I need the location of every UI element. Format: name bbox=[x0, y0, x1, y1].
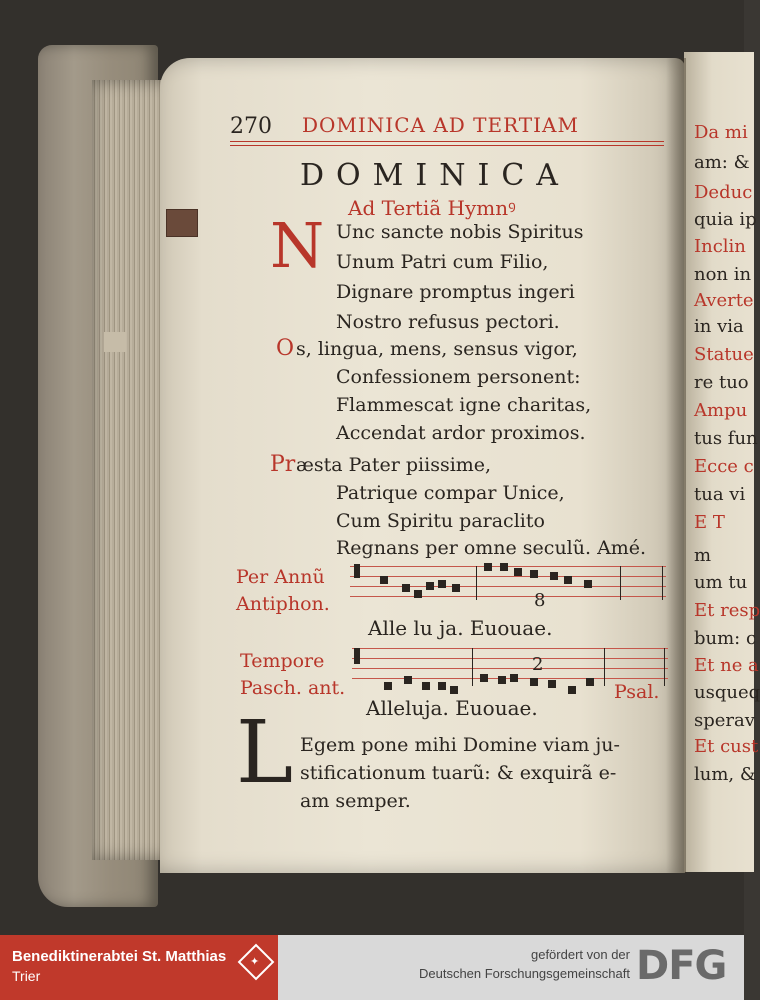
right-page-line: lum, & bbox=[694, 764, 756, 785]
right-page-line: Ecce c bbox=[694, 456, 754, 477]
hymn-line: Nostro refusus pectori. bbox=[336, 311, 560, 333]
right-page-line: tus fun bbox=[694, 428, 758, 449]
hymn-line: Patrique compar Unice, bbox=[336, 482, 565, 504]
right-page-line: Ampu bbox=[694, 400, 748, 421]
right-page-line: quia ip bbox=[694, 209, 757, 230]
page-number: 270 bbox=[230, 114, 272, 139]
hymn-line: s, lingua, mens, sensus vigor, bbox=[296, 338, 578, 360]
psalm-label: Psal. bbox=[614, 681, 660, 703]
right-page-line: re tuo bbox=[694, 372, 749, 393]
antiphon-label: Antiphon. bbox=[236, 593, 330, 615]
hymn-line: Cum Spiritu paraclito bbox=[336, 510, 545, 532]
hymn-line: Confessionem personent: bbox=[336, 366, 581, 388]
institution-logo-icon: ✦ bbox=[238, 944, 275, 981]
hymn-line: Unum Patri cum Filio, bbox=[336, 251, 549, 273]
psalm-line: am semper. bbox=[300, 790, 411, 812]
institution-city: Trier bbox=[12, 968, 41, 984]
mode-number: 2 bbox=[532, 654, 544, 675]
header-rule bbox=[230, 141, 664, 146]
hymn-title: Ad Tertiã Hymnꝰ bbox=[348, 196, 516, 220]
antiphon-label: Pasch. ant. bbox=[240, 677, 346, 699]
right-page-line: tua vi bbox=[694, 484, 746, 505]
running-head: DOMINICA AD TERTIAM bbox=[302, 113, 579, 137]
stanza-initial: Pr bbox=[270, 452, 296, 477]
psalm-line: Egem pone mihi Domine viam ju- bbox=[300, 734, 620, 756]
right-page-line: Averte bbox=[694, 290, 754, 311]
hymn-line: Accendat ardor proximos. bbox=[336, 422, 586, 444]
psalm-line: stificationum tuarũ: & exquirã e- bbox=[300, 762, 617, 784]
hymn-line: æsta Pater piissime, bbox=[296, 454, 492, 476]
antiphon-label: Tempore bbox=[240, 650, 325, 672]
hymn-line: Regnans per omne seculũ. Amé. bbox=[336, 537, 647, 559]
right-page-line: sperav bbox=[694, 710, 755, 731]
right-page-line: bum: c bbox=[694, 628, 757, 649]
right-page-line: m bbox=[694, 545, 712, 566]
antiphon-text: Alleluja. Euouae. bbox=[366, 696, 538, 720]
right-page-line: E T bbox=[694, 512, 725, 533]
institution-name: Benediktinerabtei St. Matthias bbox=[12, 948, 227, 965]
hymn-line: Unc sancte nobis Spiritus bbox=[336, 221, 584, 243]
paper-tab bbox=[104, 332, 126, 352]
stanza-initial: O bbox=[276, 336, 295, 361]
right-page-line: non in bbox=[694, 264, 752, 285]
page-title: DOMINICA bbox=[300, 158, 570, 193]
hymn-line: Flammescat igne charitas, bbox=[336, 394, 592, 416]
dfg-logo[interactable]: DFG bbox=[636, 943, 727, 989]
music-staff bbox=[350, 566, 666, 610]
right-page-line: Statue bbox=[694, 344, 754, 365]
right-page-line: am: & bbox=[694, 152, 750, 173]
right-page-line: Et ne a bbox=[694, 655, 759, 676]
mode-number: 8 bbox=[534, 590, 546, 611]
institution-badge[interactable] bbox=[0, 935, 278, 1000]
right-page-line: Da mi bbox=[694, 122, 748, 143]
right-page-line: Et resp bbox=[694, 600, 760, 621]
footer-bar bbox=[0, 935, 744, 1000]
bookmark-tab bbox=[166, 209, 198, 237]
initial-l: L bbox=[236, 703, 294, 803]
right-page-line: Deduc bbox=[694, 182, 753, 203]
gutter-shadow bbox=[666, 58, 686, 873]
right-page-line: Et cust bbox=[694, 736, 759, 757]
right-page-line: Inclin bbox=[694, 236, 746, 257]
antiphon-text: Alle lu ja. Euouae. bbox=[368, 616, 553, 640]
right-page-line: um tu bbox=[694, 572, 748, 593]
funded-by-text: gefördert von der bbox=[530, 947, 630, 962]
initial-n: N bbox=[270, 209, 325, 282]
right-page-line: in via bbox=[694, 316, 744, 337]
right-page-line: usqueq bbox=[694, 682, 760, 703]
funder-name: Deutschen Forschungsgemeinschaft bbox=[418, 966, 630, 981]
hymn-line: Dignare promptus ingeri bbox=[336, 281, 575, 303]
antiphon-label: Per Annũ bbox=[236, 566, 325, 588]
